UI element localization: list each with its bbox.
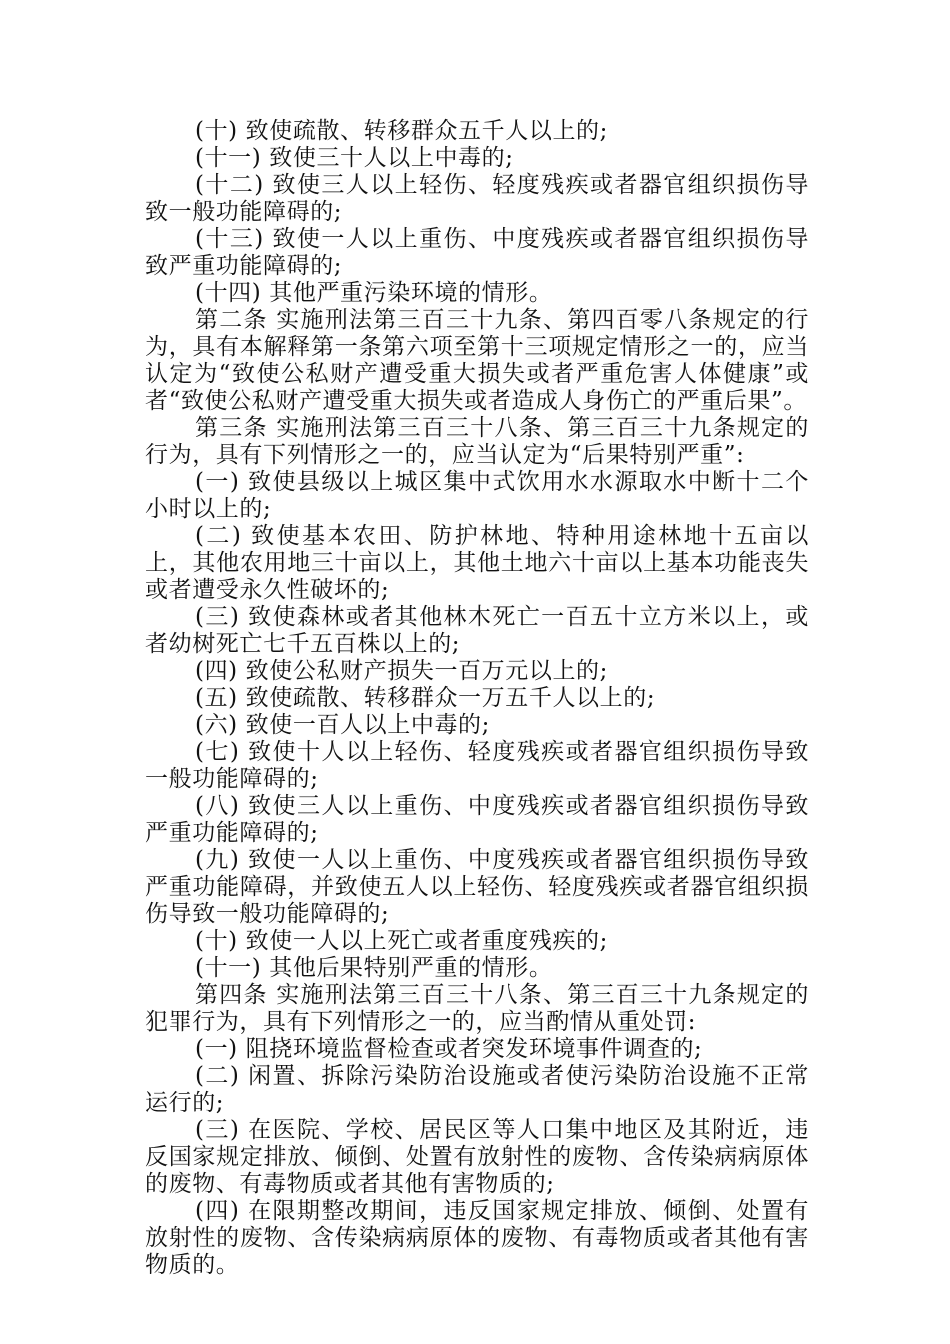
paragraph-item-13: (十三) 致使一人以上重伤、中度残疾或者器官组织损伤导致严重功能障碍的; [145, 226, 809, 279]
document-body [145, 118, 809, 1279]
article-3-item-1: (一) 致使县级以上城区集中式饮用水水源取水中断十二个小时以上的; [145, 469, 809, 522]
article-3-item-8: (八) 致使三人以上重伤、中度残疾或者器官组织损伤导致严重功能障碍的; [145, 793, 809, 846]
article-3-item-5: (五) 致使疏散、转移群众一万五千人以上的; [195, 685, 656, 711]
article-2: 第二条 实施刑法第三百三十九条、第四百零八条规定的行为，具有本解释第一条第六项至第十三项规定情形之一的，应当认定为“致使公私财产遭受重大损失或者严重危害人体健康”或者“致使公私财产遭受重大损失或者造成人身伤亡的严重后果”。 [145, 307, 809, 414]
paragraph-item-10: (十) 致使疏散、转移群众五千人以上的; [195, 118, 609, 144]
paragraph-item-11: (十一) 致使三十人以上中毒的; [195, 145, 514, 171]
article-4-item-2: (二) 闲置、拆除污染防治设施或者使污染防治设施不正常运行的; [145, 1063, 809, 1116]
article-3-item-6: (六) 致使一百人以上中毒的; [195, 712, 491, 738]
article-4: 第四条 实施刑法第三百三十八条、第三百三十九条规定的犯罪行为，具有下列情形之一的，应当酌情从重处罚: [145, 982, 809, 1035]
article-4-item-4: (四) 在限期整改期间，违反国家规定排放、倾倒、处置有放射性的废物、含传染病病原体的废物、有毒物质或者其他有害物质的。 [145, 1198, 809, 1278]
article-4-item-1: (一) 阻挠环境监督检查或者突发环境事件调查的; [195, 1036, 703, 1062]
paragraph-item-12: (十二) 致使三人以上轻伤、轻度残疾或者器官组织损伤导致一般功能障碍的; [145, 172, 809, 225]
paragraph-item-14: (十四) 其他严重污染环境的情形。 [195, 280, 553, 306]
article-3-item-4: (四) 致使公私财产损失一百万元以上的; [195, 658, 609, 684]
article-3: 第三条 实施刑法第三百三十八条、第三百三十九条规定的行为，具有下列情形之一的，应当认定为“后果特别严重”: [145, 415, 809, 468]
article-3-item-9: (九) 致使一人以上重伤、中度残疾或者器官组织损伤导致严重功能障碍，并致使五人以上轻伤、轻度残疾或者器官组织损伤导致一般功能障碍的; [145, 847, 809, 927]
article-3-item-11: (十一) 其他后果特别严重的情形。 [195, 955, 553, 981]
article-3-item-3: (三) 致使森林或者其他林木死亡一百五十立方米以上，或者幼树死亡七千五百株以上的; [145, 604, 809, 657]
article-4-item-3: (三) 在医院、学校、居民区等人口集中地区及其附近，违反国家规定排放、倾倒、处置有放射性的废物、含传染病病原体的废物、有毒物质或者其他有害物质的; [145, 1117, 809, 1197]
article-3-item-2: (二) 致使基本农田、防护林地、特种用途林地十五亩以上，其他农用地三十亩以上，其他土地六十亩以上基本功能丧失或者遭受永久性破坏的; [145, 523, 809, 603]
article-3-item-10: (十) 致使一人以上死亡或者重度残疾的; [195, 928, 609, 954]
article-3-item-7: (七) 致使十人以上轻伤、轻度残疾或者器官组织损伤导致一般功能障碍的; [145, 739, 809, 792]
